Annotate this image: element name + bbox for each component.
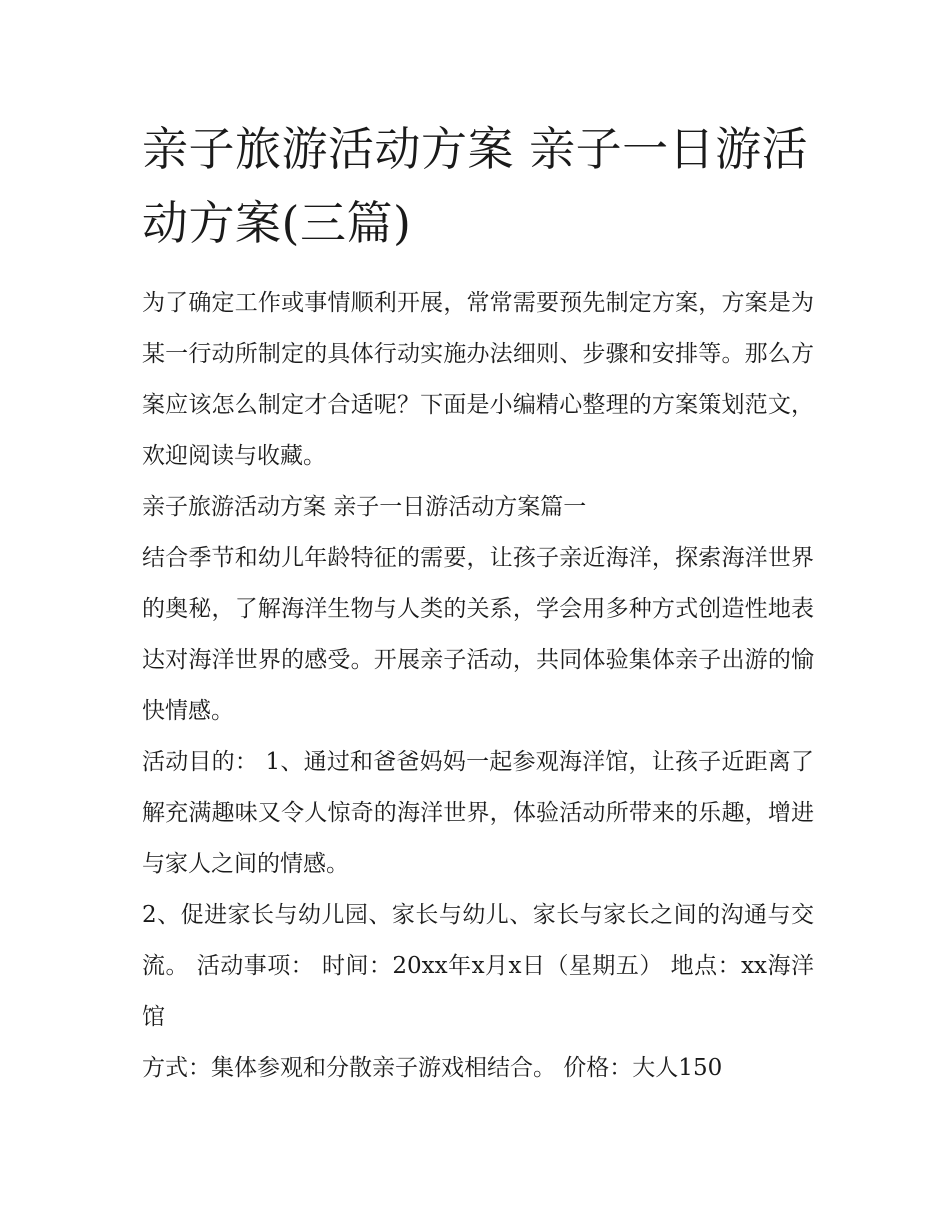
intro-paragraph: 为了确定工作或事情顺利开展，常常需要预先制定方案，方案是为某一行动所制定的具体行动实施办法细则、步骤和安排等。那么方案应该怎么制定才合适呢？下面是小编精心整理的方案策划范文，欢迎阅读与收藏。 (142, 290, 814, 469)
section-heading: 亲子旅游活动方案 亲子一日游活动方案篇一 (142, 494, 587, 520)
body-paragraph: 结合季节和幼儿年龄特征的需要，让孩子亲近海洋，探索海洋世界的奥秘，了解海洋生物与人类的关系，学会用多种方式创造性地表达对海洋世界的感受。开展亲子活动，共同体验集体亲子出游的愉快情感。 (142, 545, 814, 724)
document-page (142, 112, 814, 1094)
body-paragraph: 方式：集体参观和分散亲子游戏相结合。 价格：大人150 (142, 1055, 723, 1081)
body-paragraph: 活动目的： 1、通过和爸爸妈妈一起参观海洋馆，让孩子近距离了解充满趣味又令人惊奇的海洋世界，体验活动所带来的乐趣，增进与家人之间的情感。 (142, 749, 814, 877)
body-paragraph: 2、促进家长与幼儿园、家长与幼儿、家长与家长之间的沟通与交流。 活动事项： 时间：20xx年x月x日（星期五） 地点：xx海洋馆 (142, 902, 814, 1030)
document-title: 亲子旅游活动方案 亲子一日游活动方案(三篇) (142, 122, 809, 250)
